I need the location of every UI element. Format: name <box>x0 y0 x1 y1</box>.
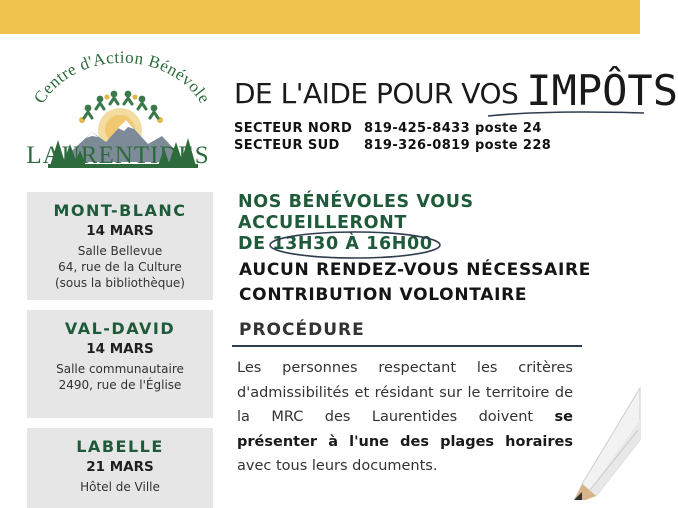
phone-number[interactable]: 819-425-8433 poste 24 <box>364 121 542 136</box>
notice-block <box>239 258 591 308</box>
location-card-labelle <box>27 428 213 508</box>
logo-name: LAURENTIDES <box>26 142 210 169</box>
sector-label: SECTEUR SUD <box>234 138 340 153</box>
location-city: LABELLE <box>76 437 164 456</box>
address-line: Hôtel de Ville <box>80 480 160 494</box>
phone-number[interactable]: 819-326-0819 poste 228 <box>364 138 552 153</box>
phone-row-south <box>234 137 551 154</box>
procedure-title: PROCÉDURE <box>239 320 365 340</box>
notice-no-appointment: AUCUN RENDEZ-VOUS NÉCESSAIRE <box>239 260 592 280</box>
opening-hours <box>272 234 432 255</box>
opening-hours-text: 13H30 À 16H00 <box>272 234 433 254</box>
address-line: Salle communautaire <box>56 362 184 376</box>
headline-emphasis: IMPÔTS <box>526 66 678 115</box>
welcome-prefix: DE <box>238 234 273 254</box>
address-line: 64, rue de la Culture <box>58 260 182 274</box>
location-address <box>27 243 213 291</box>
location-city: VAL-DAVID <box>64 319 176 338</box>
sector-label: SECTEUR NORD <box>234 121 353 136</box>
procedure-text-emphasis: se présenter à l'une des plages horaires <box>237 409 573 450</box>
location-address <box>27 479 213 495</box>
procedure-divider <box>232 345 582 347</box>
address-line: 2490, rue de l'Église <box>58 378 182 392</box>
welcome-message <box>238 192 648 255</box>
phone-row-north <box>234 120 551 137</box>
address-line: (sous la bibliothèque) <box>54 276 185 290</box>
address-line: Salle Bellevue <box>77 244 163 258</box>
location-date: 21 MARS <box>86 459 154 475</box>
pencil-illustration <box>560 380 640 500</box>
svg-text:Centre d'Action Bénévole: Centre d'Action Bénévole <box>29 47 214 107</box>
top-accent-bar <box>0 0 640 34</box>
phone-list <box>234 120 551 154</box>
headline-lead: DE L'AIDE POUR VOS <box>234 77 519 110</box>
location-address <box>27 361 213 393</box>
location-date: 14 MARS <box>86 223 154 239</box>
location-card-mont-blanc <box>27 192 213 300</box>
procedure-text-part: Les personnes respectant les critères d'admissibilités et résidant sur le territoire de la MRC des Laurentides doivent <box>237 360 573 425</box>
welcome-line: NOS BÉNÉVOLES VOUS ACCUEILLERONT <box>238 192 474 233</box>
location-card-val-david <box>27 310 213 418</box>
location-date: 14 MARS <box>86 341 154 357</box>
organization-logo <box>22 44 214 170</box>
procedure-text <box>237 356 573 479</box>
procedure-text-part: avec tous leurs documents. <box>237 458 438 474</box>
welcome-hours-line <box>238 234 648 255</box>
location-city: MONT-BLANC <box>53 201 187 220</box>
page-headline <box>234 64 678 113</box>
notice-contribution: CONTRIBUTION VOLONTAIRE <box>239 285 528 305</box>
